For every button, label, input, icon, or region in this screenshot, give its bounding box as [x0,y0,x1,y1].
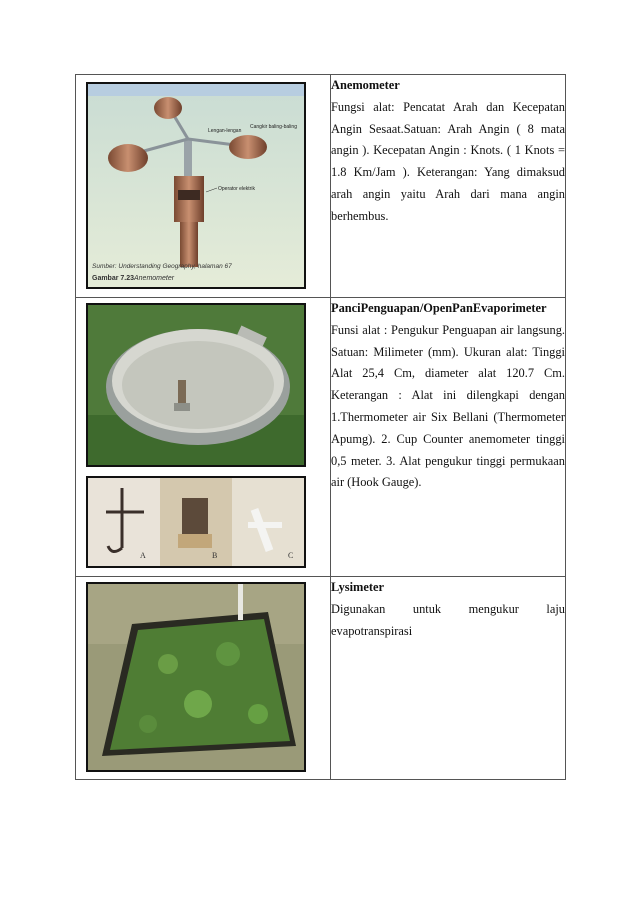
instrument-title: PanciPenguapan/OpenPanEvaporimeter [331,301,547,315]
figure-caption-number: Gambar 7.23 [92,275,135,282]
lysimeter-photo [86,582,306,772]
instrument-title: Anemometer [331,78,400,92]
figure-caption-text: Anemometer [134,275,175,282]
evaporation-pan-photo [86,303,306,467]
table-row [76,577,566,780]
instrument-title: Lysimeter [331,580,384,594]
table-row [76,75,566,298]
lysimeter-illustration [88,584,304,770]
instrument-description: Funsi alat : Pengukur Penguapan air langsung. Satuan: Milimeter (mm). Ukuran alat: Tinggi Alat 25,4 Cm, diameter alat 120.7 Cm. Keterangan : Alat ini dilengkapi dengan 1.Thermometer air Six Bellani (Thermometer Apumg). 2. Cup Counter anemometer tinggi 0,5 meter. 3. Alat pengukur tinggi permukaan air (Hook Gauge). [331,322,565,490]
label-cup2: Cangkir baling-baling [250,124,297,130]
anemometer-text-cell [331,75,566,298]
part-label-c: C [288,551,294,560]
anemometer-photo [86,82,306,289]
instrument-description: Fungsi alat: Pencatat Arah dan Kecepatan Angin Sesaat.Satuan: Arah Angin ( 8 mata angin ). Kecepatan Angin : Knots. ( 1 Knots = 1.8 Km/Jam ). Keterangan: Yang dimaksud arah angin yaitu Arah dari mana angin berhembus. [331,99,565,223]
part-label-a: A [140,551,146,560]
part-label-b: B [212,551,218,560]
lysimeter-text-cell [331,577,566,780]
lysimeter-image-cell [76,577,331,780]
table-row [76,298,566,577]
evaporimeter-image-cell [76,298,331,577]
parts-illustration [88,478,304,566]
figure-source: Sumber: Understanding Geography, halaman 67 [92,263,232,270]
anemometer-image-cell [76,75,331,298]
instrument-table [75,74,566,780]
anemometer-illustration [88,84,304,287]
evaporimeter-parts-photo [86,476,306,568]
evaporimeter-text-cell [331,298,566,577]
label-cup: Lengan-lengan [208,128,242,134]
label-switch: Operator elektrik [218,186,255,192]
evaporation-pan-illustration [88,305,304,465]
instrument-description: Digunakan untuk mengukur laju evapotranspirasi [331,601,565,638]
